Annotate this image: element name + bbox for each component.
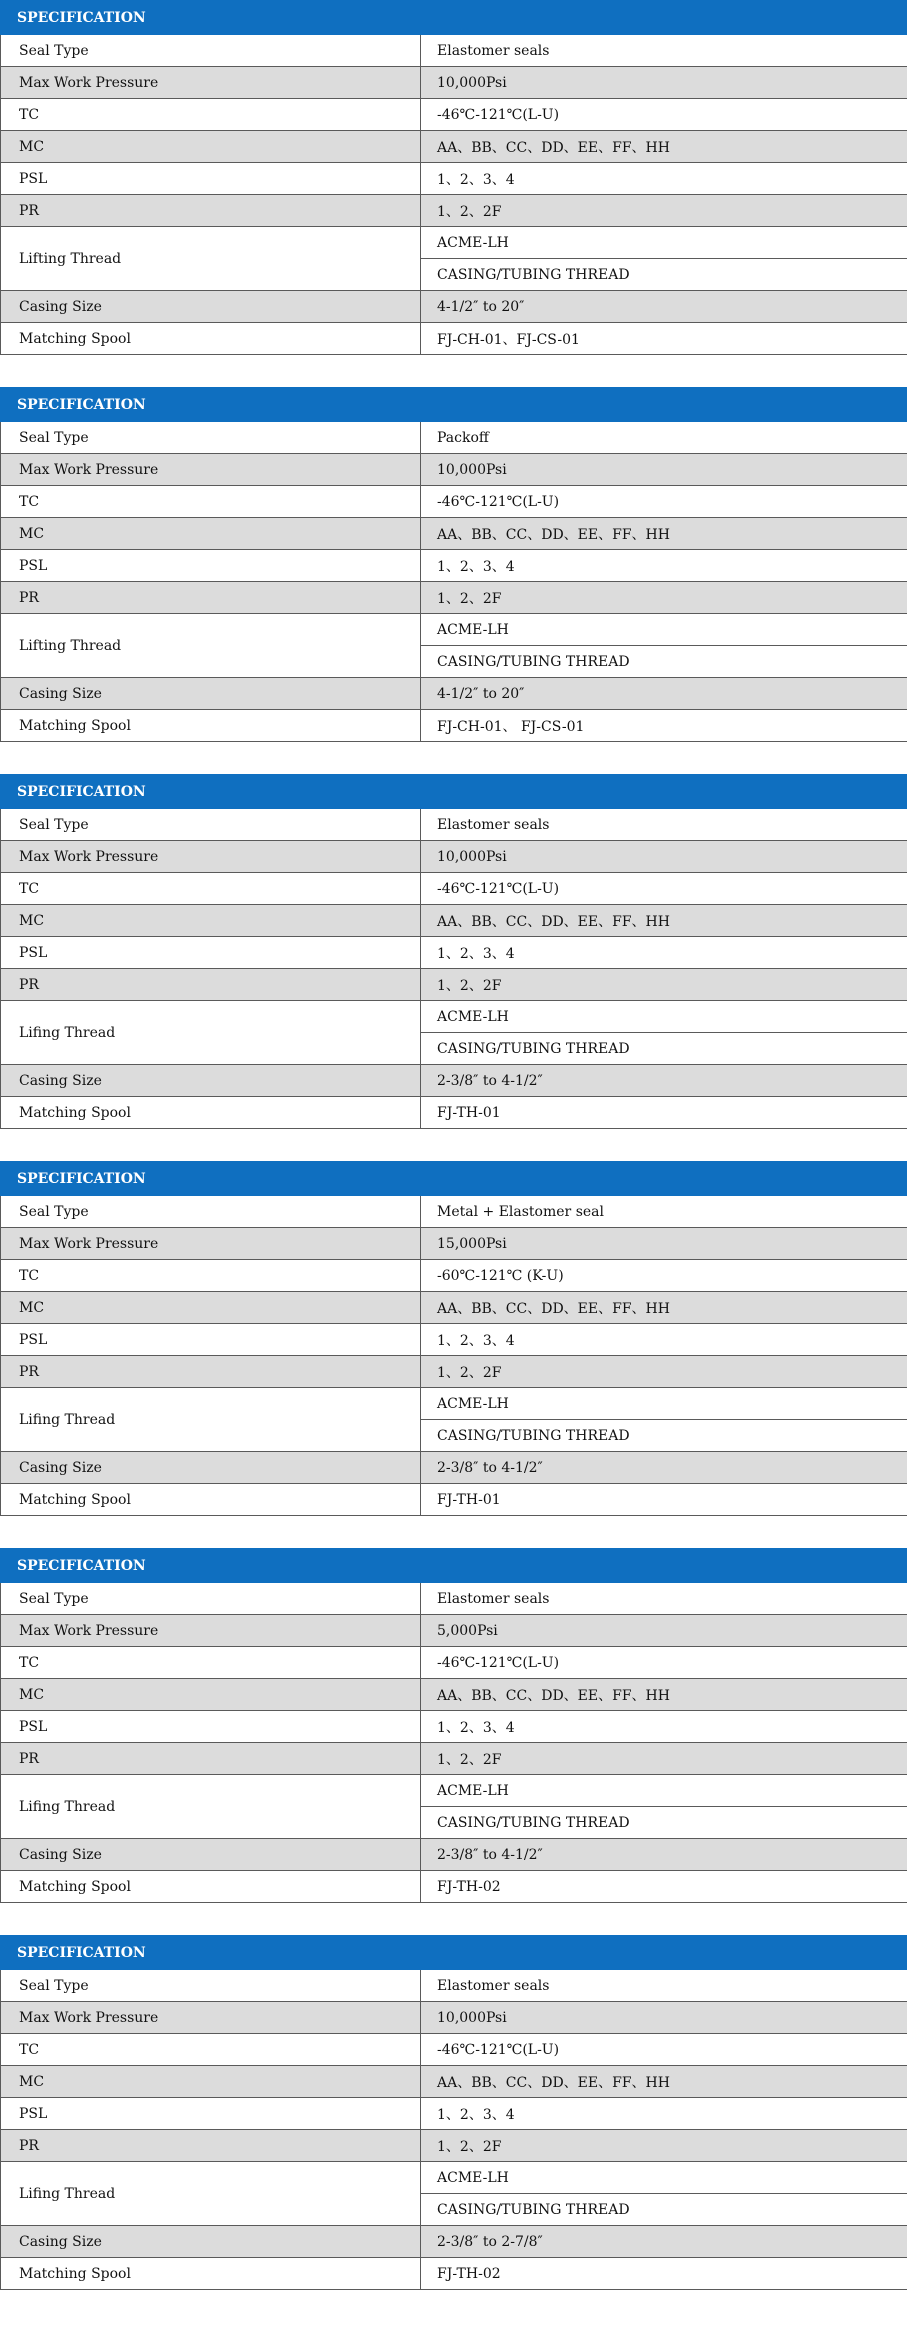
value-casing-size: 4-1/2″ to 20″ [421,678,907,710]
value-matching-spool: FJ-TH-01 [421,1097,907,1129]
label-max-work-pressure: Max Work Pressure [1,2002,421,2034]
row-psl [1,550,907,582]
label-mc: MC [1,131,421,163]
row-mc [1,131,907,163]
value-max-work-pressure: 15,000Psi [421,1228,907,1260]
spec-header: SPECIFICATION [1,1549,421,1583]
row-max-work-pressure [1,1615,907,1647]
row-seal-type [1,1583,907,1615]
label-mc: MC [1,1679,421,1711]
row-psl [1,937,907,969]
row-pr [1,2130,907,2162]
row-lifting-thread-1 [1,1775,907,1807]
spec-table-6 [0,1935,907,2290]
label-lifting-thread: Lifing Thread [1,2162,421,2226]
header-row [1,1936,907,1970]
value-mc: AA、BB、CC、DD、EE、FF、HH [421,1679,907,1711]
label-mc: MC [1,905,421,937]
row-casing-size [1,1839,907,1871]
header-row [1,1549,907,1583]
row-lifting-thread-1 [1,614,907,646]
value-psl: 1、2、3、4 [421,550,907,582]
label-psl: PSL [1,550,421,582]
row-pr [1,195,907,227]
label-max-work-pressure: Max Work Pressure [1,454,421,486]
value-casing-size: 2-3/8″ to 4-1/2″ [421,1839,907,1871]
label-pr: PR [1,2130,421,2162]
header-row [1,775,907,809]
label-casing-size: Casing Size [1,2226,421,2258]
label-matching-spool: Matching Spool [1,2258,421,2290]
label-pr: PR [1,1743,421,1775]
value-thread-2: CASING/TUBING THREAD [421,1420,907,1452]
value-thread-1: ACME-LH [421,614,907,646]
spec-header-empty [421,1,907,35]
row-mc [1,2066,907,2098]
row-seal-type [1,1196,907,1228]
value-tc: -46℃-121℃(L-U) [421,99,907,131]
value-psl: 1、2、3、4 [421,1711,907,1743]
value-mc: AA、BB、CC、DD、EE、FF、HH [421,905,907,937]
label-lifting-thread: Lifting Thread [1,227,421,291]
value-seal-type: Elastomer seals [421,809,907,841]
label-pr: PR [1,969,421,1001]
value-seal-type: Elastomer seals [421,1583,907,1615]
row-seal-type [1,809,907,841]
label-mc: MC [1,1292,421,1324]
row-max-work-pressure [1,1228,907,1260]
value-psl: 1、2、3、4 [421,1324,907,1356]
spec-header: SPECIFICATION [1,1162,421,1196]
value-tc: -60℃-121℃ (K-U) [421,1260,907,1292]
row-mc [1,1679,907,1711]
value-matching-spool: FJ-TH-02 [421,1871,907,1903]
value-thread-2: CASING/TUBING THREAD [421,2194,907,2226]
label-max-work-pressure: Max Work Pressure [1,841,421,873]
label-matching-spool: Matching Spool [1,1097,421,1129]
label-pr: PR [1,195,421,227]
label-pr: PR [1,582,421,614]
header-row [1,1,907,35]
row-mc [1,1292,907,1324]
row-max-work-pressure [1,2002,907,2034]
row-tc [1,1647,907,1679]
label-matching-spool: Matching Spool [1,1484,421,1516]
row-pr [1,969,907,1001]
row-lifting-thread-1 [1,1001,907,1033]
label-psl: PSL [1,1711,421,1743]
label-seal-type: Seal Type [1,35,421,67]
row-mc [1,905,907,937]
row-tc [1,1260,907,1292]
value-seal-type: Elastomer seals [421,1970,907,2002]
label-mc: MC [1,2066,421,2098]
row-casing-size [1,1065,907,1097]
value-psl: 1、2、3、4 [421,2098,907,2130]
label-psl: PSL [1,163,421,195]
value-pr: 1、2、2F [421,1356,907,1388]
value-thread-1: ACME-LH [421,1388,907,1420]
value-casing-size: 2-3/8″ to 4-1/2″ [421,1452,907,1484]
label-casing-size: Casing Size [1,1452,421,1484]
row-psl [1,1324,907,1356]
value-thread-2: CASING/TUBING THREAD [421,1807,907,1839]
value-seal-type: Packoff [421,422,907,454]
value-tc: -46℃-121℃(L-U) [421,486,907,518]
spec-header-empty [421,1936,907,1970]
row-matching-spool [1,1871,907,1903]
row-psl [1,163,907,195]
row-psl [1,2098,907,2130]
label-lifting-thread: Lifing Thread [1,1775,421,1839]
label-tc: TC [1,1647,421,1679]
label-tc: TC [1,99,421,131]
row-tc [1,99,907,131]
value-mc: AA、BB、CC、DD、EE、FF、HH [421,131,907,163]
value-matching-spool: FJ-CH-01、FJ-CS-01 [421,323,907,355]
value-thread-1: ACME-LH [421,2162,907,2194]
row-matching-spool [1,2258,907,2290]
value-max-work-pressure: 10,000Psi [421,67,907,99]
row-tc [1,2034,907,2066]
value-max-work-pressure: 10,000Psi [421,454,907,486]
value-max-work-pressure: 5,000Psi [421,1615,907,1647]
label-max-work-pressure: Max Work Pressure [1,1615,421,1647]
value-seal-type: Elastomer seals [421,35,907,67]
spec-header-empty [421,1162,907,1196]
spec-header-empty [421,775,907,809]
row-seal-type [1,422,907,454]
value-tc: -46℃-121℃(L-U) [421,2034,907,2066]
row-max-work-pressure [1,841,907,873]
row-matching-spool [1,323,907,355]
row-matching-spool [1,1484,907,1516]
value-thread-1: ACME-LH [421,1001,907,1033]
label-tc: TC [1,873,421,905]
header-row [1,1162,907,1196]
spec-table-1 [0,0,907,355]
label-lifting-thread: Lifing Thread [1,1001,421,1065]
label-seal-type: Seal Type [1,1196,421,1228]
row-pr [1,1356,907,1388]
row-lifting-thread-1 [1,227,907,259]
value-pr: 1、2、2F [421,1743,907,1775]
value-max-work-pressure: 10,000Psi [421,2002,907,2034]
label-tc: TC [1,486,421,518]
spec-table-3 [0,774,907,1129]
value-pr: 1、2、2F [421,2130,907,2162]
row-psl [1,1711,907,1743]
label-seal-type: Seal Type [1,1970,421,2002]
label-psl: PSL [1,937,421,969]
label-matching-spool: Matching Spool [1,323,421,355]
label-tc: TC [1,1260,421,1292]
label-pr: PR [1,1356,421,1388]
row-pr [1,582,907,614]
spec-header-empty [421,1549,907,1583]
spec-table-4 [0,1161,907,1516]
row-seal-type [1,1970,907,2002]
row-matching-spool [1,1097,907,1129]
label-casing-size: Casing Size [1,291,421,323]
value-casing-size: 2-3/8″ to 2-7/8″ [421,2226,907,2258]
row-tc [1,873,907,905]
label-casing-size: Casing Size [1,678,421,710]
row-tc [1,486,907,518]
value-mc: AA、BB、CC、DD、EE、FF、HH [421,2066,907,2098]
row-max-work-pressure [1,67,907,99]
value-tc: -46℃-121℃(L-U) [421,1647,907,1679]
row-mc [1,518,907,550]
row-lifting-thread-1 [1,2162,907,2194]
spec-header-empty [421,388,907,422]
value-tc: -46℃-121℃(L-U) [421,873,907,905]
value-matching-spool: FJ-TH-02 [421,2258,907,2290]
header-row [1,388,907,422]
value-thread-2: CASING/TUBING THREAD [421,646,907,678]
label-seal-type: Seal Type [1,422,421,454]
value-mc: AA、BB、CC、DD、EE、FF、HH [421,1292,907,1324]
value-max-work-pressure: 10,000Psi [421,841,907,873]
value-matching-spool: FJ-TH-01 [421,1484,907,1516]
label-mc: MC [1,518,421,550]
value-pr: 1、2、2F [421,582,907,614]
label-casing-size: Casing Size [1,1065,421,1097]
row-casing-size [1,1452,907,1484]
label-seal-type: Seal Type [1,809,421,841]
spec-table-5 [0,1548,907,1903]
label-psl: PSL [1,2098,421,2130]
row-max-work-pressure [1,454,907,486]
row-casing-size [1,678,907,710]
value-pr: 1、2、2F [421,195,907,227]
label-tc: TC [1,2034,421,2066]
label-seal-type: Seal Type [1,1583,421,1615]
label-matching-spool: Matching Spool [1,1871,421,1903]
label-psl: PSL [1,1324,421,1356]
label-max-work-pressure: Max Work Pressure [1,67,421,99]
label-casing-size: Casing Size [1,1839,421,1871]
row-casing-size [1,2226,907,2258]
value-psl: 1、2、3、4 [421,937,907,969]
label-matching-spool: Matching Spool [1,710,421,742]
value-thread-1: ACME-LH [421,1775,907,1807]
spec-table-2 [0,387,907,742]
value-mc: AA、BB、CC、DD、EE、FF、HH [421,518,907,550]
label-max-work-pressure: Max Work Pressure [1,1228,421,1260]
label-lifting-thread: Lifting Thread [1,614,421,678]
value-casing-size: 2-3/8″ to 4-1/2″ [421,1065,907,1097]
label-lifting-thread: Lifing Thread [1,1388,421,1452]
value-seal-type: Metal + Elastomer seal [421,1196,907,1228]
value-casing-size: 4-1/2″ to 20″ [421,291,907,323]
row-seal-type [1,35,907,67]
row-pr [1,1743,907,1775]
value-thread-1: ACME-LH [421,227,907,259]
value-thread-2: CASING/TUBING THREAD [421,1033,907,1065]
spec-header: SPECIFICATION [1,775,421,809]
spec-header: SPECIFICATION [1,1,421,35]
row-casing-size [1,291,907,323]
value-thread-2: CASING/TUBING THREAD [421,259,907,291]
value-matching-spool: FJ-CH-01、 FJ-CS-01 [421,710,907,742]
spec-header: SPECIFICATION [1,388,421,422]
value-pr: 1、2、2F [421,969,907,1001]
value-psl: 1、2、3、4 [421,163,907,195]
row-matching-spool [1,710,907,742]
row-lifting-thread-1 [1,1388,907,1420]
spec-header: SPECIFICATION [1,1936,421,1970]
